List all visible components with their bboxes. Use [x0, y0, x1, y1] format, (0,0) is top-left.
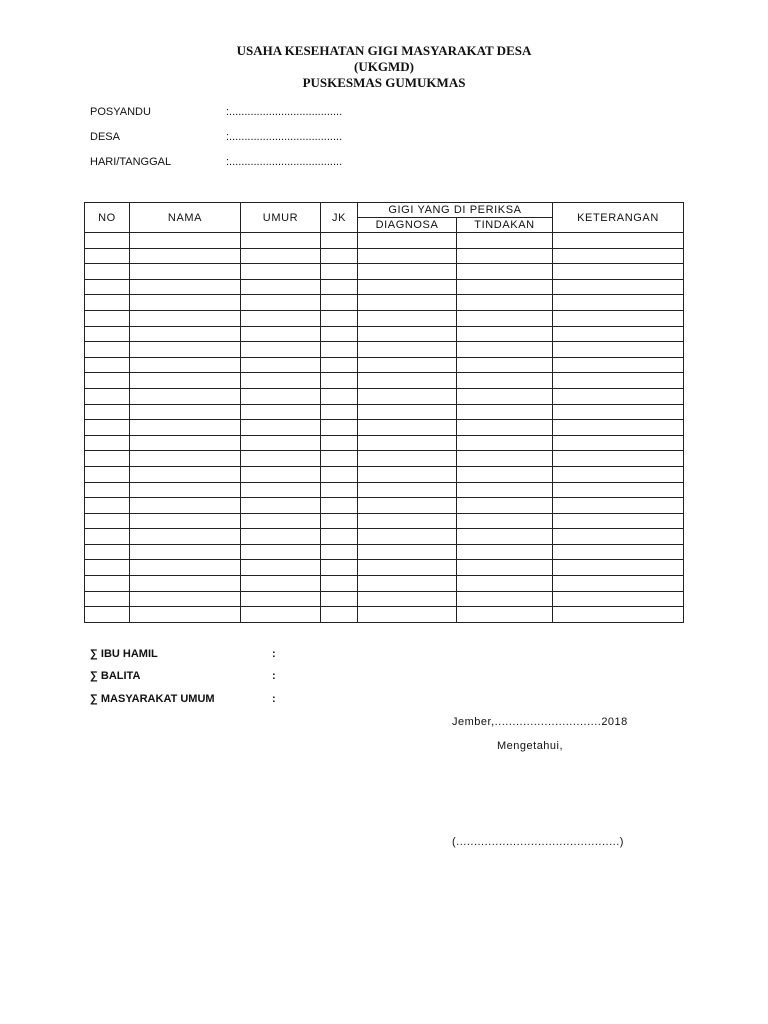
table-cell[interactable] — [553, 591, 684, 607]
header-umur: UMUR — [241, 203, 321, 233]
table-cell[interactable] — [85, 310, 130, 326]
table-cell[interactable] — [241, 576, 321, 592]
table-cell[interactable] — [457, 420, 553, 436]
table-cell[interactable] — [553, 357, 684, 373]
table-cell[interactable] — [321, 248, 358, 264]
table-cell[interactable] — [358, 420, 457, 436]
summary-ibu-hamil — [90, 646, 276, 662]
table-cell[interactable] — [241, 591, 321, 607]
table-cell[interactable] — [85, 544, 130, 560]
table-cell[interactable] — [130, 357, 241, 373]
table-cell[interactable] — [457, 451, 553, 467]
summary-label: ∑ MASYARAKAT UMUM — [90, 693, 215, 705]
table-cell[interactable] — [358, 466, 457, 482]
table-cell[interactable] — [241, 420, 321, 436]
table-cell[interactable] — [130, 388, 241, 404]
table-cell[interactable] — [85, 591, 130, 607]
table-cell[interactable] — [457, 342, 553, 358]
table-cell[interactable] — [241, 544, 321, 560]
table-row — [85, 310, 684, 326]
table-cell[interactable] — [457, 576, 553, 592]
table-cell[interactable] — [553, 435, 684, 451]
table-cell[interactable] — [321, 560, 358, 576]
table-cell[interactable] — [358, 482, 457, 498]
table-cell[interactable] — [241, 248, 321, 264]
table-cell[interactable] — [321, 529, 358, 545]
table-cell[interactable] — [321, 607, 358, 623]
table-cell[interactable] — [553, 310, 684, 326]
table-cell[interactable] — [85, 560, 130, 576]
table-cell[interactable] — [85, 388, 130, 404]
table-cell[interactable] — [321, 576, 358, 592]
field-value: :..................................... — [226, 106, 343, 118]
field-label: POSYANDU — [90, 106, 151, 118]
table-cell[interactable] — [130, 295, 241, 311]
table-cell[interactable] — [321, 435, 358, 451]
table-cell[interactable] — [85, 451, 130, 467]
table-cell[interactable] — [457, 466, 553, 482]
table-row — [85, 529, 684, 545]
table-cell[interactable] — [85, 264, 130, 280]
table-cell[interactable] — [457, 513, 553, 529]
table-row — [85, 607, 684, 623]
table-cell[interactable] — [130, 420, 241, 436]
table-cell[interactable] — [321, 310, 358, 326]
place-date: Jember,..............................2018 — [452, 716, 628, 728]
table-cell[interactable] — [241, 466, 321, 482]
table-cell[interactable] — [457, 482, 553, 498]
table-cell[interactable] — [130, 451, 241, 467]
table-cell[interactable] — [85, 295, 130, 311]
examination-table — [84, 202, 684, 623]
table-cell[interactable] — [321, 591, 358, 607]
table-cell[interactable] — [321, 420, 358, 436]
summary-sep: : — [272, 670, 276, 682]
table-cell[interactable] — [321, 451, 358, 467]
table-cell[interactable] — [457, 233, 553, 249]
table-cell[interactable] — [130, 404, 241, 420]
table-cell[interactable] — [457, 498, 553, 514]
table-cell[interactable] — [85, 404, 130, 420]
table-cell[interactable] — [553, 404, 684, 420]
table-cell[interactable] — [358, 310, 457, 326]
table-row — [85, 404, 684, 420]
table-row — [85, 388, 684, 404]
table-cell[interactable] — [358, 373, 457, 389]
table-cell[interactable] — [85, 466, 130, 482]
table-cell[interactable] — [85, 233, 130, 249]
table-cell[interactable] — [85, 420, 130, 436]
table-cell[interactable] — [130, 342, 241, 358]
table-cell[interactable] — [130, 264, 241, 280]
table-cell[interactable] — [553, 513, 684, 529]
table-cell[interactable] — [321, 404, 358, 420]
field-value: :..................................... — [226, 156, 343, 168]
table-row — [85, 591, 684, 607]
table-cell[interactable] — [358, 513, 457, 529]
table-cell[interactable] — [358, 357, 457, 373]
table-cell[interactable] — [241, 435, 321, 451]
table-cell[interactable] — [358, 451, 457, 467]
table-cell[interactable] — [358, 295, 457, 311]
table-cell[interactable] — [85, 513, 130, 529]
table-cell[interactable] — [358, 342, 457, 358]
table-cell[interactable] — [241, 279, 321, 295]
table-cell[interactable] — [85, 576, 130, 592]
table-cell[interactable] — [241, 513, 321, 529]
table-row — [85, 435, 684, 451]
table-cell[interactable] — [241, 373, 321, 389]
table-cell[interactable] — [457, 560, 553, 576]
table-cell[interactable] — [457, 591, 553, 607]
table-cell[interactable] — [553, 295, 684, 311]
table-cell[interactable] — [321, 498, 358, 514]
table-row — [85, 264, 684, 280]
table-cell[interactable] — [553, 248, 684, 264]
table-row — [85, 279, 684, 295]
header-gigi-diperiksa: GIGI YANG DI PERIKSA — [358, 203, 553, 218]
table-cell[interactable] — [241, 357, 321, 373]
table-cell[interactable] — [358, 560, 457, 576]
table-cell[interactable] — [241, 233, 321, 249]
table-cell[interactable] — [130, 576, 241, 592]
summary-balita — [90, 668, 276, 684]
table-cell[interactable] — [457, 279, 553, 295]
table-cell[interactable] — [85, 248, 130, 264]
table-cell[interactable] — [321, 295, 358, 311]
table-cell[interactable] — [553, 342, 684, 358]
table-cell[interactable] — [553, 560, 684, 576]
table-cell[interactable] — [358, 233, 457, 249]
table-row — [85, 342, 684, 358]
table-cell[interactable] — [553, 544, 684, 560]
table-cell[interactable] — [130, 498, 241, 514]
table-cell[interactable] — [241, 451, 321, 467]
table-cell[interactable] — [457, 388, 553, 404]
header-diagnosa: DIAGNOSA — [358, 218, 457, 233]
field-desa — [90, 129, 342, 145]
table-cell[interactable] — [553, 607, 684, 623]
acknowledge-label: Mengetahui, — [497, 740, 564, 752]
summary-sep: : — [272, 693, 276, 705]
table-cell[interactable] — [241, 498, 321, 514]
table-row — [85, 544, 684, 560]
table-cell[interactable] — [321, 373, 358, 389]
table-cell[interactable] — [241, 560, 321, 576]
summary-label: ∑ IBU HAMIL — [90, 648, 158, 660]
table-cell[interactable] — [130, 310, 241, 326]
table-cell[interactable] — [553, 451, 684, 467]
table-cell[interactable] — [321, 326, 358, 342]
table-cell[interactable] — [457, 373, 553, 389]
field-label: DESA — [90, 131, 120, 143]
table-cell[interactable] — [358, 498, 457, 514]
table-cell[interactable] — [321, 513, 358, 529]
summary-sep: : — [272, 648, 276, 660]
table-body — [85, 233, 684, 623]
table-cell[interactable] — [85, 279, 130, 295]
table-cell[interactable] — [358, 529, 457, 545]
field-posyandu — [90, 104, 342, 120]
table-cell[interactable] — [241, 529, 321, 545]
table-cell[interactable] — [85, 498, 130, 514]
table-row — [85, 576, 684, 592]
table-cell[interactable] — [553, 388, 684, 404]
table-cell[interactable] — [358, 264, 457, 280]
header-jk: JK — [321, 203, 358, 233]
table-cell[interactable] — [85, 342, 130, 358]
table-cell[interactable] — [130, 248, 241, 264]
table-cell[interactable] — [358, 326, 457, 342]
table-cell[interactable] — [85, 435, 130, 451]
table-cell[interactable] — [321, 482, 358, 498]
table-cell[interactable] — [130, 544, 241, 560]
table-cell[interactable] — [553, 420, 684, 436]
table-cell[interactable] — [553, 326, 684, 342]
table-row — [85, 373, 684, 389]
table-cell[interactable] — [85, 529, 130, 545]
table-cell[interactable] — [130, 466, 241, 482]
table-row — [85, 482, 684, 498]
table-cell[interactable] — [241, 310, 321, 326]
table-cell[interactable] — [457, 264, 553, 280]
summary-masyarakat-umum — [90, 691, 276, 707]
table-cell[interactable] — [130, 233, 241, 249]
table-cell[interactable] — [130, 435, 241, 451]
table-cell[interactable] — [553, 373, 684, 389]
table-row — [85, 233, 684, 249]
table-cell[interactable] — [553, 482, 684, 498]
table-cell[interactable] — [85, 326, 130, 342]
field-hari-tanggal — [90, 154, 342, 170]
table-row — [85, 451, 684, 467]
table-cell[interactable] — [358, 435, 457, 451]
table-cell[interactable] — [321, 264, 358, 280]
field-value: :..................................... — [226, 131, 343, 143]
header-keterangan: KETERANGAN — [553, 203, 684, 233]
table-cell[interactable] — [130, 591, 241, 607]
field-label: HARI/TANGGAL — [90, 156, 172, 168]
form-title — [0, 43, 768, 91]
table-cell[interactable] — [85, 373, 130, 389]
table-cell[interactable] — [457, 529, 553, 545]
table-cell[interactable] — [241, 342, 321, 358]
table-cell[interactable] — [457, 295, 553, 311]
table-cell[interactable] — [321, 279, 358, 295]
table-row — [85, 326, 684, 342]
table-cell[interactable] — [321, 544, 358, 560]
header-nama: NAMA — [130, 203, 241, 233]
title-line-1: USAHA KESEHATAN GIGI MASYARAKAT DESA — [236, 43, 532, 58]
table-cell[interactable] — [85, 607, 130, 623]
table-row — [85, 466, 684, 482]
table-cell[interactable] — [457, 357, 553, 373]
table-cell[interactable] — [358, 591, 457, 607]
table-cell[interactable] — [241, 264, 321, 280]
table-row — [85, 295, 684, 311]
table-cell[interactable] — [321, 388, 358, 404]
table-cell[interactable] — [358, 248, 457, 264]
table-cell[interactable] — [241, 295, 321, 311]
table-cell[interactable] — [241, 404, 321, 420]
header-tindakan: TINDAKAN — [457, 218, 553, 233]
table-cell[interactable] — [130, 279, 241, 295]
table-cell[interactable] — [457, 326, 553, 342]
table-cell[interactable] — [130, 373, 241, 389]
title-line-3: PUSKESMAS GUMUKMAS — [302, 75, 466, 90]
table-row — [85, 513, 684, 529]
table-cell[interactable] — [358, 279, 457, 295]
table-cell[interactable] — [457, 544, 553, 560]
table-cell[interactable] — [130, 560, 241, 576]
table-cell[interactable] — [553, 279, 684, 295]
table-cell[interactable] — [457, 435, 553, 451]
table-cell[interactable] — [321, 342, 358, 358]
table-cell[interactable] — [321, 233, 358, 249]
title-line-2: (UKGMD) — [354, 59, 414, 74]
table-cell[interactable] — [130, 529, 241, 545]
table-row — [85, 357, 684, 373]
table-cell[interactable] — [130, 513, 241, 529]
table-cell[interactable] — [358, 404, 457, 420]
summary-label: ∑ BALITA — [90, 670, 141, 682]
table-cell[interactable] — [241, 482, 321, 498]
table-cell[interactable] — [241, 388, 321, 404]
table-cell[interactable] — [553, 264, 684, 280]
table-cell[interactable] — [457, 248, 553, 264]
table-cell[interactable] — [241, 607, 321, 623]
table-cell[interactable] — [130, 607, 241, 623]
table-cell[interactable] — [457, 404, 553, 420]
table-cell[interactable] — [457, 310, 553, 326]
table-cell[interactable] — [553, 466, 684, 482]
table-cell[interactable] — [130, 326, 241, 342]
table-cell[interactable] — [553, 498, 684, 514]
table-cell[interactable] — [457, 607, 553, 623]
table-cell[interactable] — [241, 326, 321, 342]
table-row — [85, 498, 684, 514]
table-cell[interactable] — [358, 576, 457, 592]
header-no: NO — [85, 203, 130, 233]
table-row — [85, 560, 684, 576]
table-cell[interactable] — [85, 482, 130, 498]
table-row — [85, 420, 684, 436]
table-cell[interactable] — [358, 544, 457, 560]
signature-name-line: (..............................................) — [452, 836, 624, 848]
table-cell[interactable] — [553, 529, 684, 545]
table-cell[interactable] — [321, 357, 358, 373]
table-row — [85, 248, 684, 264]
table-cell[interactable] — [85, 357, 130, 373]
table-cell[interactable] — [130, 482, 241, 498]
table-cell[interactable] — [358, 388, 457, 404]
table-cell[interactable] — [321, 466, 358, 482]
table-cell[interactable] — [553, 576, 684, 592]
table-cell[interactable] — [553, 233, 684, 249]
table-cell[interactable] — [358, 607, 457, 623]
